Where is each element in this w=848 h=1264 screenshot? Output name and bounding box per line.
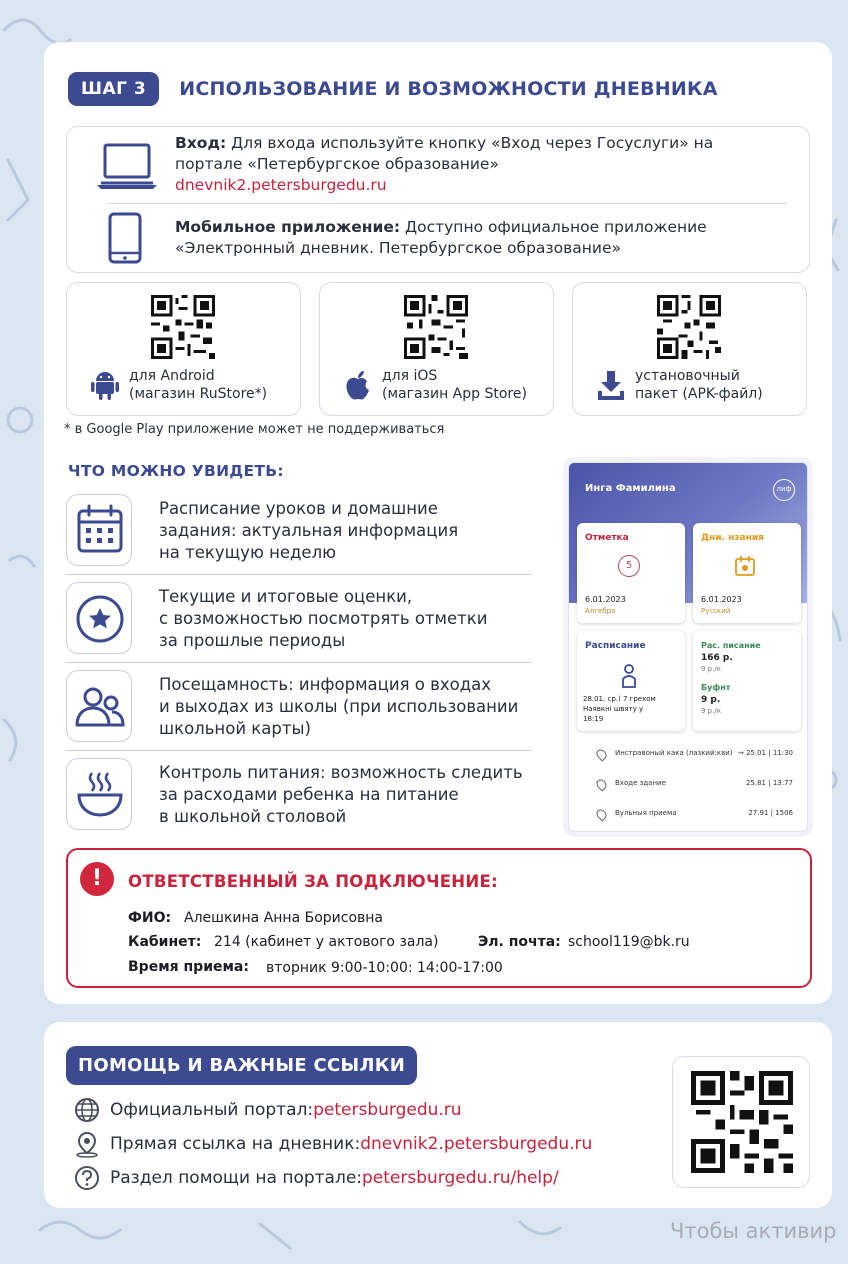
exclamation-icon: ! [80, 862, 114, 896]
app-list-row [569, 799, 808, 827]
app-schedule-icon [619, 663, 639, 689]
location-icon [594, 777, 608, 791]
feature-divider [66, 750, 532, 751]
qr-code-android[interactable] [151, 295, 215, 359]
app-homework-subject: Русский [701, 607, 731, 615]
office-value: 214 (кабинет у актового зала) [214, 934, 439, 950]
download-android-line2: (магазин RuStore*) [129, 386, 268, 402]
app-list-value: → 25.01 | 11:30 [737, 749, 793, 757]
office-label: Кабинет: [128, 934, 202, 950]
feature-schedule-text: Расписание уроков и домашние задания: актуальная информация на текущую неделю [159, 499, 459, 562]
login-entry-text [175, 133, 785, 196]
feature-icon-frame [66, 758, 132, 830]
feature-grades-text: Текущие и итоговые оценки, с возможностью посмотрять отметки за прошлые периоды [159, 587, 488, 650]
download-android-box[interactable] [66, 282, 301, 416]
app-list-row [569, 769, 808, 797]
responsible-box [66, 848, 812, 988]
laptop-icon [95, 141, 159, 193]
app-buffet-sub: 9 р./к [701, 707, 721, 715]
responsible-title: ОТВЕТСТВЕННЫЙ ЗА ПОДКЛЮЧЕНИЕ: [128, 872, 498, 891]
download-android-label [129, 367, 267, 403]
step-title: ИСПОЛЬЗОВАНИЕ И ВОЗМОЖНОСТИ ДНЕВНИКА [179, 78, 718, 100]
app-homework-date: 6.01.2023 [701, 595, 742, 604]
download-ios-line2: (магазин App Store) [382, 386, 527, 402]
features-title: ЧТО МОЖНО УВИДЕТЬ: [68, 462, 284, 480]
email-value[interactable]: school119@bk.ru [568, 934, 690, 950]
app-grade-date: 6.01.2023 [585, 595, 626, 604]
app-list-label: Инстравоный кака (лазкий:кви) [615, 749, 733, 757]
login-info-box [66, 126, 810, 273]
feature-attendance-text: Посещамность: информация о входах и выходах из школы (при использовании школьной карты) [159, 675, 519, 738]
help-link-diary-url[interactable]: dnevnik2.petersburgedu.ru [360, 1134, 593, 1154]
download-ios-label [382, 367, 527, 403]
people-icon [67, 671, 133, 743]
help-link-diary-label: Прямая ссылка на дневник: [110, 1134, 361, 1154]
activation-watermark: Чтобы активир [670, 1219, 837, 1243]
mobile-app-label: Мобильное приложение: [175, 218, 401, 236]
help-card [44, 1022, 832, 1208]
apple-icon [344, 369, 372, 401]
app-meals-title: Рас. писание [701, 641, 761, 650]
app-list-value: 25.81 | 13:77 [745, 779, 793, 787]
main-card [44, 42, 832, 1004]
download-ios-box[interactable] [319, 282, 554, 416]
food-bowl-icon [67, 759, 133, 831]
app-meals-card [693, 631, 801, 731]
app-schedule-line2: Наявкні швяту у [583, 705, 644, 713]
login-entry-label: Вход: [175, 134, 227, 152]
app-list-row [569, 739, 808, 767]
app-schedule-line1: 28.01. ср.) 7 грехом [583, 695, 656, 703]
help-link-help-url[interactable]: petersburgedu.ru/help/ [362, 1168, 559, 1188]
help-link-portal-url[interactable]: petersburgedu.ru [313, 1100, 462, 1120]
help-link-help[interactable] [72, 1164, 559, 1192]
feature-schedule [66, 490, 532, 572]
login-portal-link[interactable]: dnevnik2.petersburgedu.ru [175, 176, 387, 194]
download-apk-line1: установочный [635, 368, 740, 384]
google-play-footnote: * в Google Play приложение может не поддерживаться [64, 422, 445, 437]
app-user-name: Инга Фамилина [585, 483, 676, 494]
location-pin-icon [72, 1130, 102, 1158]
calendar-icon [67, 495, 133, 567]
app-grade-card [577, 523, 685, 623]
app-list-label: Входе здание [615, 779, 666, 787]
feature-divider [66, 574, 532, 575]
download-android-line1: для Android [129, 368, 215, 384]
feature-grades [66, 578, 532, 660]
app-logo: лиф [773, 479, 795, 501]
app-schedule-title: Расписание [585, 641, 646, 651]
app-screenshot [568, 462, 808, 832]
download-apk-box[interactable] [572, 282, 807, 416]
email-label: Эл. почта: [478, 934, 561, 950]
mobile-app-description: Доступно официальное приложение «Электронный дневник. Петербургское образование» [175, 218, 707, 257]
app-list-value: 27.91 | 1506 [748, 809, 793, 817]
fio-value: Алешкина Анна Борисовна [184, 910, 384, 926]
help-link-diary[interactable] [72, 1130, 592, 1158]
feature-divider [66, 662, 532, 663]
help-link-help-label: Раздел помощи на портале: [110, 1168, 363, 1188]
app-schedule-card [577, 631, 685, 731]
step-badge: ШАГ 3 [68, 72, 159, 106]
download-ios-line1: для iOS [382, 368, 438, 384]
feature-attendance [66, 666, 532, 748]
app-buffet-value: 9 р. [701, 695, 721, 705]
app-buffet-title: Буфнт [701, 683, 731, 692]
app-list-label: Вульныя приема [615, 809, 677, 817]
app-meals-value: 166 р. [701, 653, 733, 663]
login-divider [107, 203, 787, 204]
question-icon [72, 1164, 102, 1192]
step-header [68, 72, 718, 106]
feature-icon-frame [66, 670, 132, 742]
download-icon [597, 369, 625, 401]
feature-icon-frame [66, 494, 132, 566]
location-icon [594, 747, 608, 761]
fio-label: ФИО: [128, 910, 172, 926]
feature-meals [66, 754, 532, 836]
app-meals-sub: 9 р./к [701, 665, 721, 673]
help-qr-code[interactable] [691, 1071, 793, 1173]
feature-icon-frame [66, 582, 132, 654]
qr-code-ios[interactable] [404, 295, 468, 359]
location-icon [594, 807, 608, 821]
app-schedule-line3: 18:19 [583, 715, 604, 723]
download-apk-line2: пакет (APK-файл) [635, 386, 763, 402]
app-grade-title: Отметка [585, 533, 629, 543]
help-title: ПОМОЩЬ И ВАЖНЫЕ ССЫЛКИ [66, 1046, 417, 1085]
help-link-portal-label: Официальный портал: [110, 1100, 314, 1120]
tablet-icon [107, 211, 143, 265]
app-homework-card [693, 523, 801, 623]
login-entry-description: Для входа используйте кнопку «Вход через Госуслуги» на портале «Петербургское образование» [175, 134, 714, 173]
mobile-app-text [175, 217, 785, 259]
feature-meals-text: Контроль питания: возможность следить за расходами ребенка на питание в школьной столовой [159, 763, 523, 826]
app-homework-title: Дни. нзания [701, 533, 764, 543]
download-apk-label [635, 367, 763, 403]
app-grade-subject: Алгебра [585, 607, 616, 615]
app-grade-value: 5 [618, 555, 640, 577]
qr-code-apk[interactable] [657, 295, 721, 359]
hours-value: вторник 9:00-10:00: 14:00-17:00 [266, 960, 503, 976]
globe-icon [72, 1096, 102, 1124]
app-homework-icon [733, 555, 757, 577]
help-link-portal[interactable] [72, 1096, 462, 1124]
star-icon [67, 583, 133, 655]
help-qr-box[interactable] [672, 1056, 810, 1188]
hours-label: Время приема: [128, 959, 249, 975]
android-icon [91, 369, 119, 401]
